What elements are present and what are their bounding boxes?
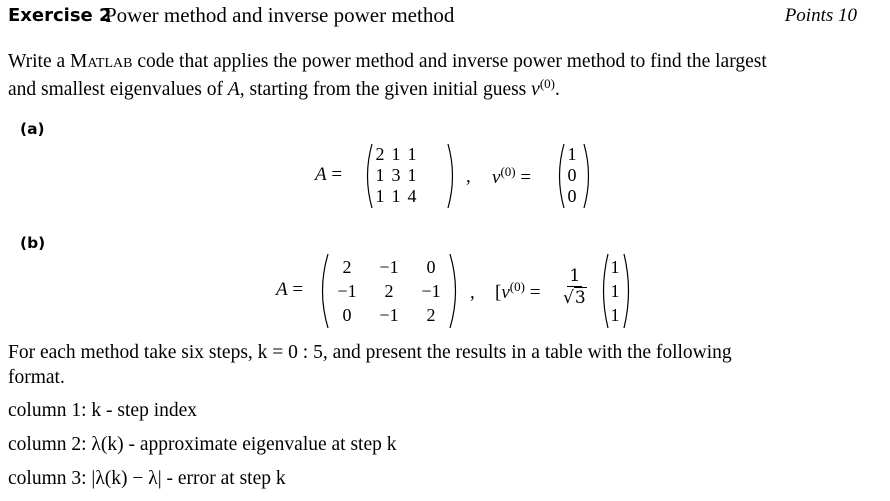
part-a-A-right-paren: [446, 142, 458, 210]
bracket: [: [495, 282, 502, 303]
part-b-fraction: [563, 266, 587, 309]
matlab-name: Matlab: [70, 51, 133, 72]
part-a-v0-eq: $v^{(0)}$ =: [492, 164, 532, 188]
matrix-cell: −1: [379, 304, 399, 325]
vector-cell: 0: [567, 165, 577, 185]
intro-text: and smallest eigenvalues of: [8, 79, 228, 100]
matrix-cell: 2: [342, 256, 352, 277]
column-description: λ(k) - approximate eigenvalue at step k: [91, 434, 397, 455]
exercise-label: Exercise 2: [8, 5, 112, 26]
column-label: column 1:: [8, 400, 87, 421]
v0-symbol: v: [531, 79, 540, 100]
comma: ,: [470, 282, 475, 303]
vector-cell: 1: [567, 144, 577, 164]
matrix-cell: 1: [407, 165, 417, 185]
column-description: k - step index: [91, 400, 198, 421]
points-label: Points 10: [784, 5, 857, 26]
intro-text: Write a: [8, 51, 71, 72]
part-a-v-right-paren: [582, 142, 594, 210]
column-3-spec: [8, 468, 286, 490]
vector-cell: 1: [610, 280, 620, 301]
matrix-cell: −1: [337, 280, 357, 301]
column-description: |λ(k) − λ| - error at step k: [91, 468, 286, 489]
column-label: column 3:: [8, 468, 87, 489]
part-a-vector-v0: [564, 144, 580, 207]
column-1-spec: [8, 400, 197, 422]
part-a-A-eq: A =: [315, 164, 343, 185]
matrix-symbol: A: [227, 79, 240, 100]
part-b-A-right-paren: [448, 252, 462, 330]
part-b-A-eq: A =: [276, 279, 304, 300]
matrix-cell: −1: [379, 256, 399, 277]
part-b-matrix-A: [326, 255, 452, 327]
matrix-cell: 0: [426, 256, 436, 277]
vector-cell: 0: [567, 186, 577, 206]
fraction-denominator: √3: [563, 288, 586, 308]
radicand: 3: [574, 288, 586, 308]
column-2-spec: [8, 434, 397, 456]
part-b-vector-v0: [607, 255, 623, 327]
intro-line-1: [8, 51, 767, 73]
matrix-cell: 4: [407, 186, 417, 206]
exercise-title: Power method and inverse power method: [105, 3, 455, 27]
intro-line-2: [8, 76, 560, 101]
instructions-line-2: format.: [8, 367, 65, 388]
vector-cell: 1: [610, 256, 620, 277]
part-b-v0-eq: [$v^{(0)}$ =: [495, 279, 541, 303]
matrix-cell: 1: [375, 165, 385, 185]
part-a-matrix-A: [372, 144, 420, 207]
intro-text: code that applies the power method and inverse power method to find the largest: [132, 51, 767, 72]
matrix-cell: 2: [384, 280, 394, 301]
intro-text: .: [554, 79, 560, 100]
comma: ,: [466, 166, 471, 187]
fraction: [563, 266, 587, 309]
matrix-cell: 1: [391, 144, 401, 164]
column-label: column 2:: [8, 434, 87, 455]
part-b-v-right-paren: [622, 252, 634, 330]
matrix-cell: 0: [342, 304, 352, 325]
matrix-cell: −1: [421, 280, 441, 301]
matrix-cell: 2: [375, 144, 385, 164]
intro-text: , starting from the given initial guess: [239, 79, 532, 100]
fraction-numerator: 1: [569, 266, 581, 286]
matrix-cell: 1: [391, 186, 401, 206]
part-a-label: (a): [20, 120, 45, 138]
matrix-cell: 1: [375, 186, 385, 206]
v0-superscript: (0): [539, 76, 555, 91]
vector-cell: 1: [610, 304, 620, 325]
instructions-line-1: For each method take six steps, k = 0 : 5, and present the results in a table with the following: [8, 342, 732, 363]
matrix-cell: 2: [426, 304, 436, 325]
part-b-label: (b): [20, 234, 46, 252]
matrix-cell: 1: [407, 144, 417, 164]
matrix-cell: 3: [391, 165, 401, 185]
